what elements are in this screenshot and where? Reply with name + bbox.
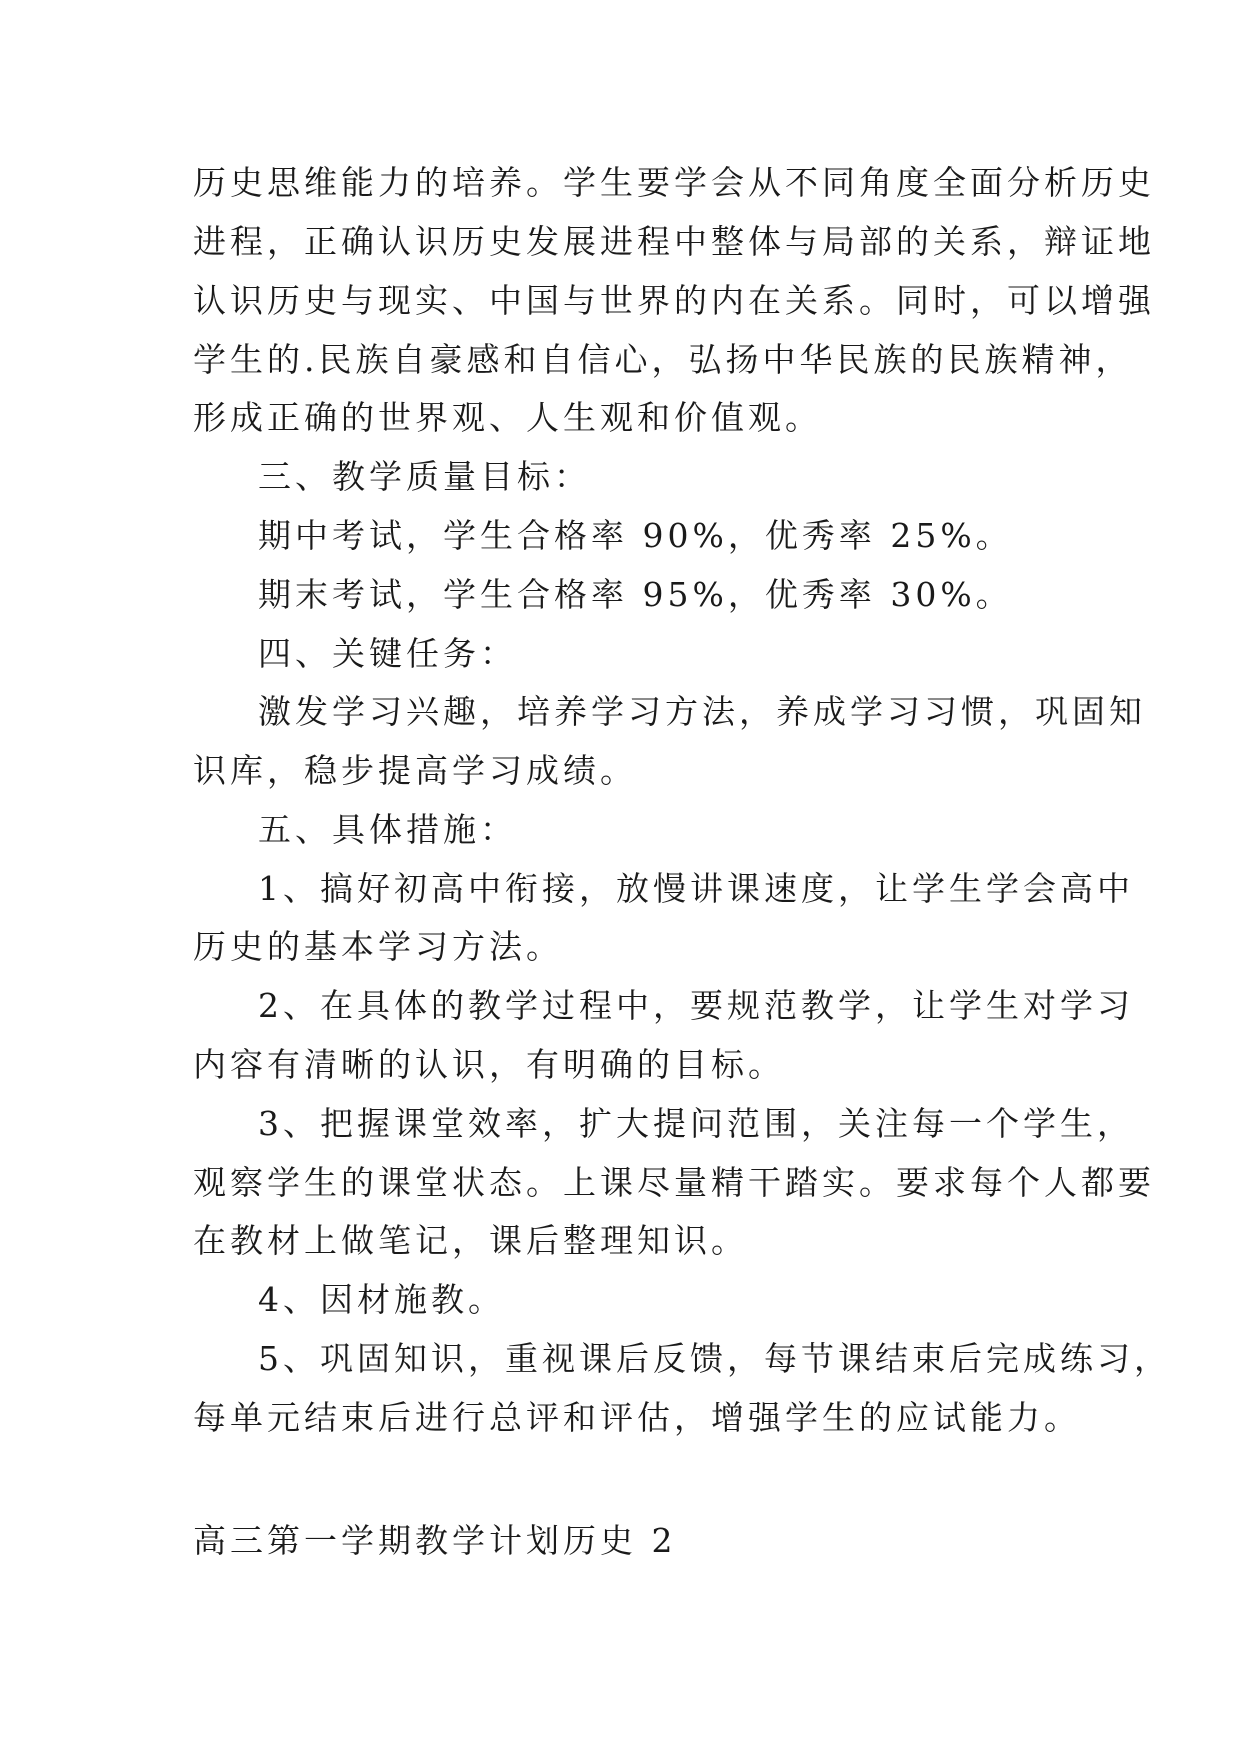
- measure-item-4: 4、因材施教。: [258, 1280, 505, 1319]
- paragraph-line: 历史的基本学习方法。: [193, 927, 563, 966]
- paragraph-line: 激发学习兴趣，培养学习方法，养成学习习惯，巩固知: [258, 692, 1146, 731]
- section-heading-key-tasks: 四、关键任务：: [258, 634, 517, 673]
- next-section-title: 高三第一学期教学计划历史 2: [193, 1521, 677, 1560]
- paragraph-line: 历史思维能力的培养。学生要学会从不同角度全面分析历史: [193, 163, 1155, 202]
- midterm-goal-line: 期中考试，学生合格率 90%，优秀率 25%。: [258, 516, 1013, 555]
- paragraph-line: 观察学生的课堂状态。上课尽量精干踏实。要求每个人都要: [193, 1163, 1155, 1202]
- paragraph-line: 进程，正确认识历史发展进程中整体与局部的关系，辩证地: [193, 222, 1155, 261]
- paragraph-line: 学生的.民族自豪感和自信心，弘扬中华民族的民族精神，: [193, 340, 1133, 379]
- paragraph-line: 内容有清晰的认识，有明确的目标。: [193, 1045, 785, 1084]
- measure-item-2: 2、在具体的教学过程中，要规范教学，让学生对学习: [258, 986, 1134, 1025]
- paragraph-line: 在教材上做笔记，课后整理知识。: [193, 1221, 748, 1260]
- final-goal-line: 期末考试，学生合格率 95%，优秀率 30%。: [258, 575, 1013, 614]
- paragraph-line: 认识历史与现实、中国与世界的内在关系。同时，可以增强: [193, 281, 1155, 320]
- measure-item-5: 5、巩固知识，重视课后反馈，每节课结束后完成练习，: [258, 1339, 1171, 1378]
- measure-item-3: 3、把握课堂效率，扩大提问范围，关注每一个学生，: [258, 1104, 1134, 1143]
- paragraph-line: 识库，稳步提高学习成绩。: [193, 751, 637, 790]
- section-heading-quality-goals: 三、教学质量目标：: [258, 457, 591, 496]
- paragraph-line: 形成正确的世界观、人生观和价值观。: [193, 398, 822, 437]
- section-heading-measures: 五、具体措施：: [258, 810, 517, 849]
- measure-item-1: 1、搞好初高中衔接，放慢讲课速度，让学生学会高中: [258, 869, 1134, 908]
- paragraph-line: 每单元结束后进行总评和评估，增强学生的应试能力。: [193, 1398, 1081, 1437]
